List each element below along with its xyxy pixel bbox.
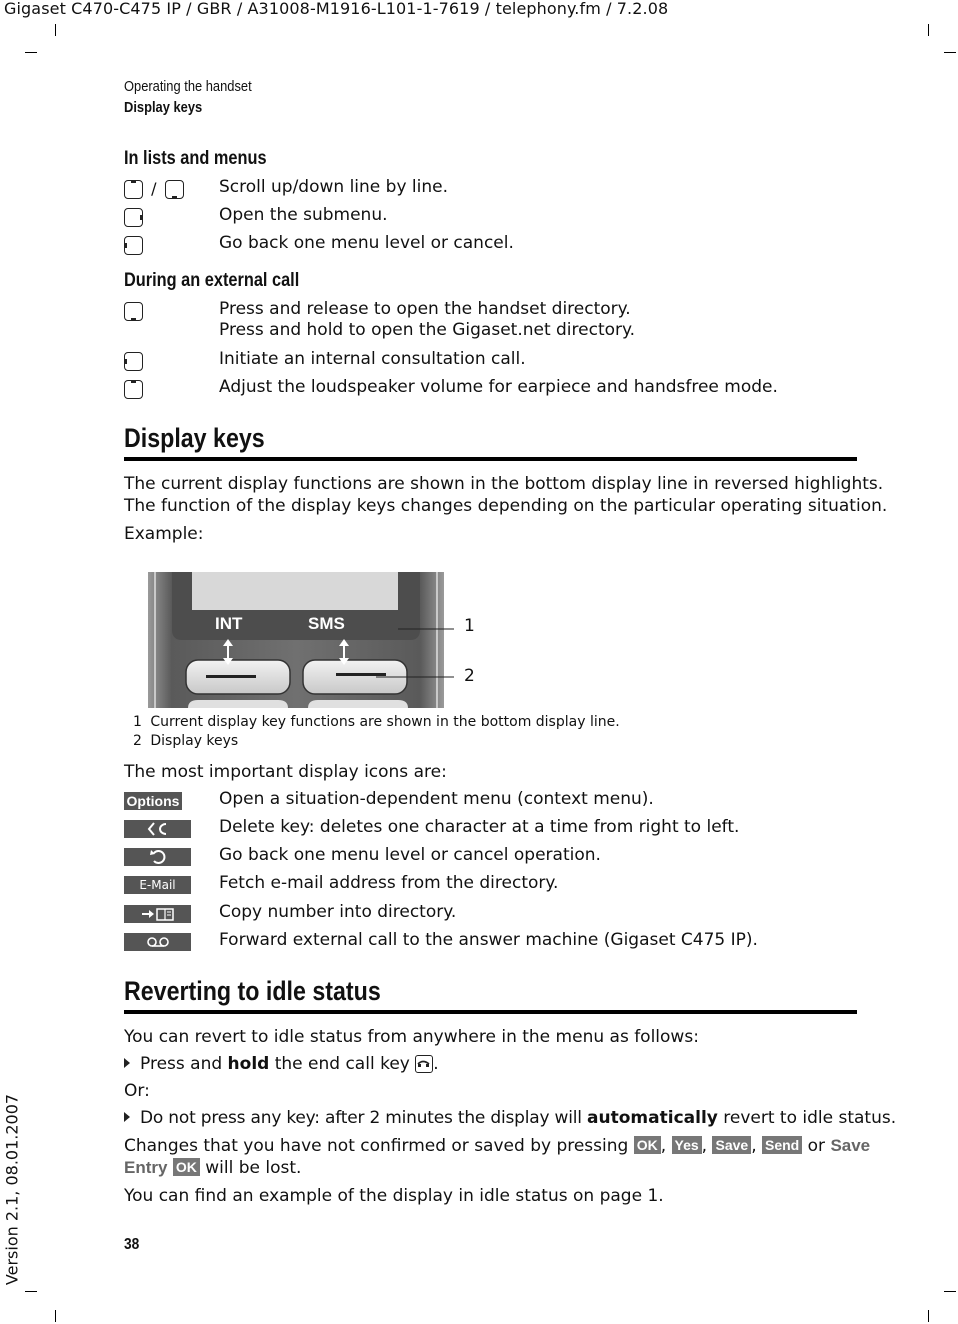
softkey-label-left: INT xyxy=(215,614,243,633)
save-entry-label: Entry xyxy=(124,1158,168,1177)
list-item-text: Open the submenu. xyxy=(219,205,388,225)
list-item xyxy=(124,845,864,869)
options-softkey: Options xyxy=(124,792,182,810)
list-item xyxy=(124,789,864,813)
step-text: Do not press any key: after 2 minutes the display will xyxy=(140,1108,588,1128)
legend-text: Display keys xyxy=(150,733,239,749)
crop-mark xyxy=(55,24,56,36)
version-label: Version 2.1, 08.01.2007 xyxy=(2,1093,22,1286)
crop-mark xyxy=(55,1310,56,1322)
email-softkey: E-Mail xyxy=(124,876,191,894)
breadcrumb-section: Operating the handset xyxy=(124,78,252,95)
step-text-bold: hold xyxy=(227,1054,270,1074)
yes-key-badge: Yes xyxy=(672,1136,702,1154)
nav-key-pair xyxy=(124,179,184,199)
list-item xyxy=(124,349,864,373)
handset-figure xyxy=(148,572,478,708)
ok-key-badge: OK xyxy=(634,1136,661,1154)
list-item xyxy=(124,205,864,229)
save-key-badge: Save xyxy=(712,1136,751,1154)
changes-text: Changes that you have not confirmed or saved by pressing xyxy=(124,1136,634,1156)
softkey-label-right: SMS xyxy=(308,614,345,633)
example-label: Example: xyxy=(124,524,204,544)
crop-mark xyxy=(928,24,929,36)
send-key-badge: Send xyxy=(762,1136,802,1154)
figure-legend-1 xyxy=(133,714,620,730)
changes-text: will be lost. xyxy=(199,1158,302,1178)
answer-machine-icon xyxy=(124,933,191,951)
document-reference: Gigaset C470-C475 IP / GBR / A31008-M1916-L101-1-7619 / telephony.fm / 7.2.08 xyxy=(4,0,669,18)
crop-mark xyxy=(944,52,956,53)
handset-illustration xyxy=(148,572,478,708)
legend-number: 1 xyxy=(133,714,142,730)
list-item xyxy=(124,377,864,401)
list-item-text: Delete key: deletes one character at a time from right to left. xyxy=(219,817,740,837)
nav-up-icon xyxy=(124,380,143,399)
crop-mark xyxy=(25,52,37,53)
heading-rule xyxy=(124,457,857,461)
end-call-key-icon xyxy=(415,1055,433,1073)
nav-right-icon xyxy=(124,208,143,227)
step-text: the end call key xyxy=(269,1054,416,1074)
list-item-text: Go back one menu level or cancel. xyxy=(219,233,514,253)
list-item-text: Adjust the loudspeaker volume for earpiece and handsfree mode. xyxy=(219,377,778,397)
external-call-title: During an external call xyxy=(124,270,300,291)
callout-2: 2 xyxy=(464,666,475,686)
list-item xyxy=(124,817,864,841)
step-arrow-icon xyxy=(124,1058,130,1068)
icons-intro: The most important display icons are: xyxy=(124,762,447,782)
paragraph: You can revert to idle status from anywhere in the menu as follows: xyxy=(124,1027,699,1047)
step-text: Press and xyxy=(140,1054,228,1074)
nav-up-icon xyxy=(124,180,143,199)
key-separator: / xyxy=(151,179,157,198)
page-number: 38 xyxy=(124,1236,140,1253)
list-item xyxy=(124,177,864,201)
breadcrumb-page: Display keys xyxy=(124,99,203,116)
crop-mark xyxy=(944,1291,956,1292)
list-item xyxy=(124,299,864,345)
changes-line-1: Changes that you have not confirmed or saved by pressing OK , Yes , Save , Send or Save xyxy=(124,1136,871,1156)
callout-1: 1 xyxy=(464,616,475,636)
list-item-text: Forward external call to the answer machine (Gigaset C475 IP). xyxy=(219,930,758,950)
display-keys-heading: Display keys xyxy=(124,423,265,453)
nav-down-icon xyxy=(165,180,184,199)
legend-number: 2 xyxy=(133,733,142,749)
back-icon xyxy=(124,848,191,866)
list-item xyxy=(124,873,864,897)
list-item-text: Press and release to open the handset directory. xyxy=(219,299,631,319)
or-word: or xyxy=(802,1136,831,1156)
step-text-bold: automatically xyxy=(587,1108,718,1128)
nav-down-icon xyxy=(124,302,143,321)
step-item: Press and hold the end call key . xyxy=(124,1053,439,1075)
list-item-text: Go back one menu level or cancel operation. xyxy=(219,845,601,865)
lists-menus-title: In lists and menus xyxy=(124,148,267,169)
paragraph: The function of the display keys changes depending on the particular operating situation. xyxy=(124,496,888,516)
nav-left-icon xyxy=(124,352,143,371)
paragraph: You can find an example of the display in idle status on page 1. xyxy=(124,1186,664,1206)
or-label: Or: xyxy=(124,1081,150,1101)
idle-heading: Reverting to idle status xyxy=(124,976,381,1006)
list-item xyxy=(124,930,864,954)
step-arrow-icon xyxy=(124,1112,130,1122)
step-item xyxy=(124,1107,896,1129)
list-item-text: Fetch e-mail address from the directory. xyxy=(219,873,559,893)
nav-left-icon xyxy=(124,236,143,255)
paragraph: The current display functions are shown in the bottom display line in reversed highlights. xyxy=(124,474,884,494)
list-item-text: Copy number into directory. xyxy=(219,902,457,922)
list-item-text-2: Press and hold to open the Gigaset.net directory. xyxy=(219,320,636,340)
legend-text: Current display key functions are shown in the bottom display line. xyxy=(150,714,620,730)
ok-key-badge: OK xyxy=(173,1158,200,1176)
list-item-text: Initiate an internal consultation call. xyxy=(219,349,526,369)
list-item-text: Open a situation-dependent menu (context menu). xyxy=(219,789,654,809)
step-text: revert to idle status. xyxy=(717,1108,897,1128)
crop-mark xyxy=(25,1291,37,1292)
heading-rule xyxy=(124,1010,857,1014)
save-entry-label: Save xyxy=(830,1136,871,1155)
copy-to-directory-icon xyxy=(124,905,191,923)
delete-icon xyxy=(124,820,191,838)
changes-line-2 xyxy=(124,1157,301,1179)
figure-legend-2 xyxy=(133,733,238,749)
list-item xyxy=(124,902,864,926)
list-item xyxy=(124,233,864,257)
crop-mark xyxy=(928,1310,929,1322)
list-item-text: Scroll up/down line by line. xyxy=(219,177,448,197)
